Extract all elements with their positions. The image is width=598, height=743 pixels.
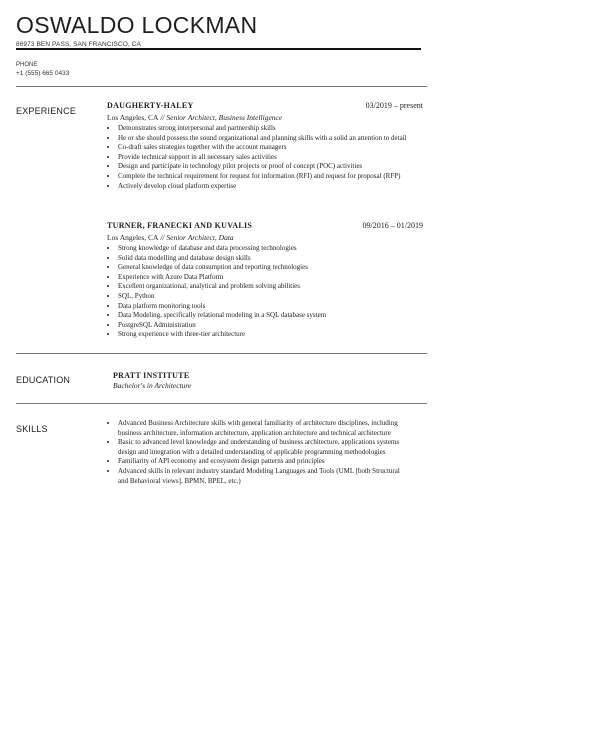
job-role bbox=[107, 233, 427, 242]
list-item: • Basic to advanced level knowledge and understanding of business architecture, applications systems design and integration with a detailed understanding of applicable programming methodologies bbox=[118, 438, 407, 457]
list-item: • Solid data modelling and database design skills bbox=[118, 254, 427, 264]
list-item: • Actively develop cloud platform expertise bbox=[118, 182, 427, 192]
section-divider bbox=[16, 86, 427, 87]
company-name: DAUGHERTY-HALEY bbox=[107, 101, 194, 110]
list-item: • Provide technical support in all necessary sales activities bbox=[118, 153, 427, 163]
phone-label: PHONE bbox=[16, 62, 38, 68]
list-item: • Data platform monitoring tools bbox=[118, 302, 427, 312]
skills-list bbox=[107, 417, 407, 486]
job-location: Los Angeles, CA bbox=[107, 113, 159, 122]
list-item: • Strong experience with three-tier architecture bbox=[118, 330, 427, 340]
list-item: • Strong knowledge of database and data processing technologies bbox=[118, 244, 427, 254]
education-heading: EDUCATION bbox=[16, 375, 71, 385]
job-dates: 09/2016 – 01/2019 bbox=[362, 221, 423, 230]
list-item: • Demonstrates strong interpersonal and partnership skills bbox=[118, 124, 427, 134]
skills-bullets bbox=[107, 419, 407, 486]
list-item: • Complete the technical requirement for request for information (RFI) and request for proposal (RFP) bbox=[118, 172, 427, 182]
education-entry bbox=[113, 371, 191, 390]
list-item: • He or she should possess the sound organizational and planning skills with a solid an attention to detail bbox=[118, 134, 427, 144]
job-title: Senior Architect, Data bbox=[166, 233, 234, 242]
company-name: TURNER, FRANECKI AND KUVALIS bbox=[107, 221, 253, 230]
list-item: • Advanced skills in relevant industry standard Modeling Languages and Tools (UML [both Structural and Behavioral views], BPMN, BPEL, etc.) bbox=[118, 467, 407, 486]
job-bullets bbox=[107, 244, 427, 340]
role-separator: // bbox=[158, 233, 167, 242]
list-item: • Advanced Business Architecture skills with general familiarity of architecture disciplines, including business architecture, information architecture, application architecture and technical architecture bbox=[118, 419, 407, 438]
experience-heading: EXPERIENCE bbox=[16, 106, 77, 116]
job-entry bbox=[107, 221, 427, 340]
list-item: • PostgreSQL Administration bbox=[118, 321, 427, 331]
job-role bbox=[107, 113, 427, 122]
list-item: • Co-draft sales strategies together with the account managers bbox=[118, 143, 427, 153]
list-item: • Data Modeling, specifically relational modeling in a SQL database system bbox=[118, 311, 427, 321]
job-bullets bbox=[107, 124, 427, 191]
list-item: • Experience with Azure Data Platform bbox=[118, 273, 427, 283]
phone-number: +1 (555) 665 0433 bbox=[16, 70, 70, 77]
list-item: • Design and participate in technology pilot projects or proof of concept (POC) activities bbox=[118, 162, 427, 172]
header-divider bbox=[16, 48, 421, 50]
role-separator: // bbox=[158, 113, 167, 122]
section-divider bbox=[16, 403, 427, 404]
candidate-name: OSWALDO LOCKMAN bbox=[16, 12, 258, 38]
school-name: PRATT INSTITUTE bbox=[113, 371, 190, 380]
list-item: • Familiarity of API economy and ecosystem design patterns and principles bbox=[118, 457, 407, 467]
list-item: • Excellent organizational, analytical and problem solving abilities bbox=[118, 282, 427, 292]
job-entry bbox=[107, 101, 427, 191]
job-location: Los Angeles, CA bbox=[107, 233, 159, 242]
address: 86973 BEN PASS, SAN FRANCISCO, CA bbox=[16, 41, 141, 48]
list-item: • General knowledge of data consumption and reporting technologies bbox=[118, 263, 427, 273]
list-item: • SQL, Python bbox=[118, 292, 427, 302]
job-title: Senior Architect, Business Intelligence bbox=[166, 113, 283, 122]
section-divider bbox=[16, 353, 427, 354]
job-dates: 03/2019 – present bbox=[365, 101, 423, 110]
skills-heading: SKILLS bbox=[16, 424, 48, 434]
degree: Bachelor's in Architecture bbox=[113, 381, 192, 390]
